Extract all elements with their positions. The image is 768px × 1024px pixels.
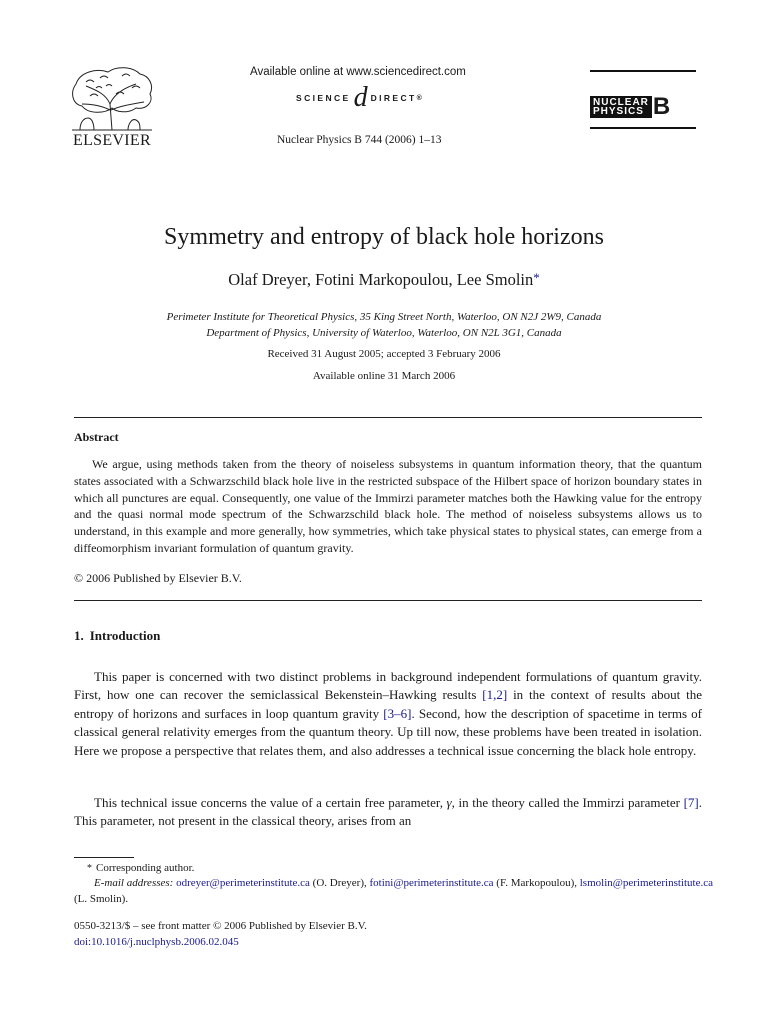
email-link-markopoulou[interactable]: fotini@perimeterinstitute.ca [369, 877, 494, 889]
affiliation-perimeter: Perimeter Institute for Theoretical Physics, 35 King Street North, Waterloo, ON N2J 2W9, Canada [166, 311, 602, 323]
doi-link[interactable]: doi:10.1016/j.nuclphysb.2006.02.045 [74, 936, 239, 948]
gamma-symbol: γ [446, 795, 452, 810]
abstract-top-rule [74, 417, 702, 418]
email1-owner: (O. Dreyer), [309, 877, 370, 889]
p1-text-a: This paper is concerned with two distinct problems in background independent formulations of quantum gravity. First, how one can recover the semiclassical Bekenstein–Hawking results [74, 669, 702, 703]
elsevier-tree-logo [66, 64, 158, 132]
intro-paragraph-2 [74, 794, 702, 831]
journal-reference: Nuclear Physics B 744 (2006) 1–13 [277, 134, 442, 146]
p2-text-b: , in the theory called the Immirzi parameter [451, 795, 684, 810]
section-number: 1. [74, 628, 84, 643]
email-label: E-mail addresses: [94, 877, 174, 889]
p2-text-a: This technical issue concerns the value of a certain free parameter, [94, 795, 447, 810]
corresponding-author-mark[interactable]: * [533, 270, 540, 285]
abstract-heading: Abstract [74, 430, 119, 444]
abstract-copyright: © 2006 Published by Elsevier B.V. [74, 571, 242, 585]
citation-link[interactable]: [3–6] [383, 705, 412, 721]
received-dates: Received 31 August 2005; accepted 3 February 2006 [267, 348, 501, 360]
intro-paragraph-1 [74, 668, 702, 760]
article-title: Symmetry and entropy of black hole horizons [164, 224, 604, 250]
email3-owner: (L. Smolin). [74, 892, 129, 905]
email-link-smolin[interactable]: lsmolin@perimeterinstitute.ca [579, 877, 713, 889]
affiliation-waterloo: Department of Physics, University of Waterloo, Waterloo, ON N2L 3G1, Canada [206, 327, 562, 339]
section-heading-introduction [74, 628, 160, 644]
journal-logo-text [590, 96, 652, 118]
sd-at-symbol: d [353, 82, 368, 113]
abstract-bottom-rule [74, 600, 702, 601]
footnote-corresponding [74, 861, 194, 877]
journal-logo-line1: NUCLEAR [593, 97, 649, 108]
author-names: Olaf Dreyer, Fotini Markopoulou, Lee Smolin [228, 270, 534, 289]
available-online-text[interactable]: Available online at www.sciencedirect.com [250, 66, 466, 78]
citation-link[interactable]: [1,2] [482, 687, 508, 703]
nuclear-physics-b-logo [590, 93, 671, 120]
footnote-rule [74, 857, 134, 858]
footnote-star: * [87, 863, 92, 874]
sd-registered-mark: ® [416, 94, 422, 102]
online-date: Available online 31 March 2006 [312, 370, 456, 382]
front-matter-line: 0550-3213/$ – see front matter © 2006 Published by Elsevier B.V. [74, 920, 367, 932]
p1-text-b: in the context of results about the entropy of horizons and surfaces in loop quantum gravity [74, 687, 702, 721]
citation-link[interactable]: [7] [683, 795, 699, 810]
sciencedirect-logo [296, 84, 422, 112]
email2-owner: (F. Markopoulou), [493, 877, 580, 889]
journal-logo-letter: B [652, 93, 671, 120]
corresponding-author-text: Corresponding author. [96, 862, 195, 874]
p1-text-c: . Second, how the description of spacetime in terms of classical general relativity emerges from the quantum theory. Up till now, these problems have been treated in isolation. Here we propose a perspective that relates them, and also addresses a technical issue concerning the black hole entropy. [74, 705, 702, 758]
p2-text-c: . This parameter, not present in the classical theory, arises from an [74, 795, 702, 829]
journal-logo-top-rule [590, 70, 696, 72]
journal-logo-bottom-rule [590, 127, 696, 129]
sd-right-word: DIRECT [370, 93, 417, 103]
footnote-emails [74, 876, 714, 907]
email-link-dreyer[interactable]: odreyer@perimeterinstitute.ca [176, 877, 310, 889]
abstract-text: We argue, using methods taken from the theory of noiseless subsystems in quantum information theory, that the quantum states associated with a Schwarzschild black hole live in the restricted subspace of the Hilbert space of horizon boundary states in which all punctures are equal. Consequently, one value of the Immirzi parameter matches both the Hawking value for the entropy and the quasi normal mode spectrum of the Schwarzschild black hole. The method of noiseless subsystems allows us to understand, in this example and more generally, how symmetries, which take physical states to physical states, can emerge from a diffeomorphism invariant formulation of quantum gravity. [74, 457, 702, 555]
publisher-name: ELSEVIER [73, 132, 151, 149]
section-title: Introduction [89, 628, 161, 643]
journal-logo-line2: PHYSICS [593, 106, 644, 117]
sd-left-word: SCIENCE [296, 93, 351, 103]
article-authors [0, 270, 768, 290]
